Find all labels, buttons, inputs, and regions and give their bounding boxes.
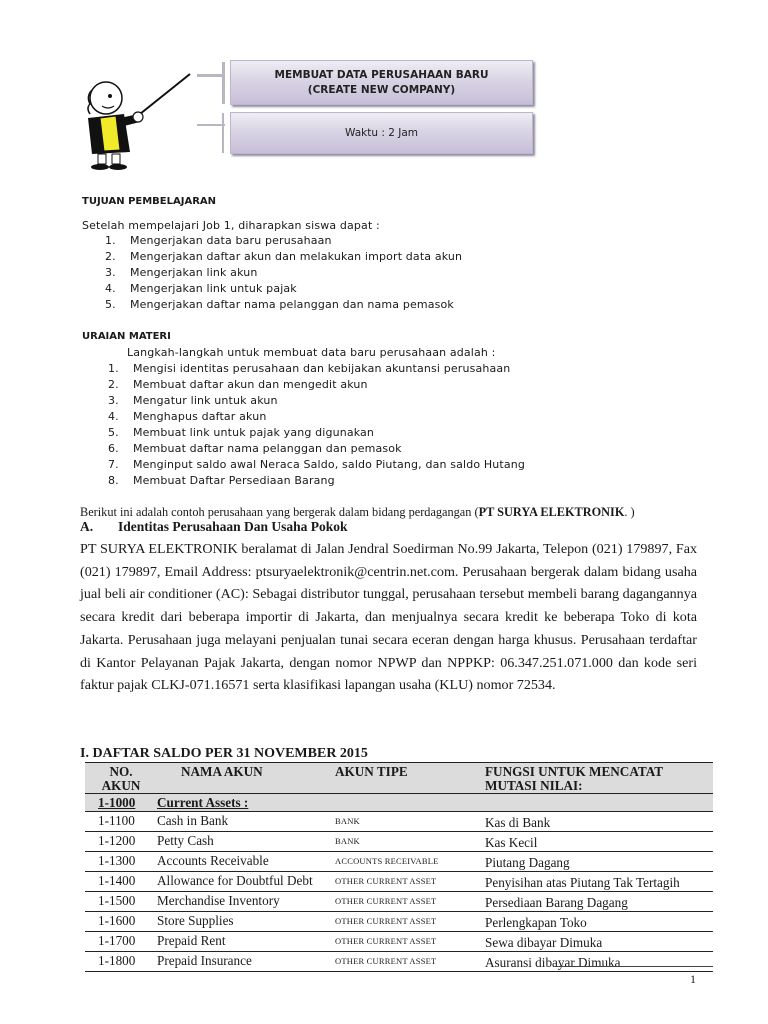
list-item: 1. Mengerjakan data baru perusahaan (105, 234, 332, 247)
example-intro: Berikut ini adalah contoh perusahaan yang bergerak dalam bidang perdagangan (PT SURYA ELEKTRONIK. ) (80, 505, 635, 519)
list-item: 4. Mengerjakan link untuk pajak (105, 282, 297, 295)
list-item: 2. Membuat daftar akun dan mengedit akun (108, 378, 368, 391)
material-intro: Langkah-langkah untuk membuat data baru perusahaan adalah : (127, 346, 496, 359)
page-title: MEMBUAT DATA PERUSAHAAN BARU (274, 69, 489, 81)
duration-label: Waktu : 2 Jam (345, 127, 418, 139)
teacher-mascot-icon (80, 68, 195, 173)
section-a-heading: A. Identitas Perusahaan Dan Usaha Pokok (80, 519, 348, 534)
table-row: 1-1500 Merchandise Inventory OTHER CURRENT ASSET Persediaan Barang Dagang (85, 892, 713, 912)
list-item: 5. Mengerjakan daftar nama pelanggan dan nama pemasok (105, 298, 454, 311)
list-item: 3. Mengerjakan link akun (105, 266, 258, 279)
col-header-function: FUNGSI UNTUK MENCATAT MUTASI NILAI: (485, 763, 713, 794)
table-group-row: 1-1000 Current Assets : (85, 794, 713, 812)
objectives-heading: TUJUAN PEMBELAJARAN (82, 196, 217, 207)
table-row: 1-1800 Prepaid Insurance OTHER CURRENT ASSET Asuransi dibayar Dimuka (85, 952, 713, 972)
list-item: 3. Mengatur link untuk akun (108, 394, 278, 407)
connector-line (197, 74, 225, 77)
table-row: 1-1400 Allowance for Doubtful Debt OTHER CURRENT ASSET Penyisihan atas Piutang Tak Tertagih (85, 872, 713, 892)
duration-box (230, 112, 533, 154)
list-item: 6. Membuat daftar nama pelanggan dan pemasok (108, 442, 402, 455)
col-header-type: AKUN TIPE (335, 763, 485, 794)
list-item: 8. Membuat Daftar Persediaan Barang (108, 474, 335, 487)
balance-table (85, 762, 713, 972)
balance-section-title: I. DAFTAR SALDO PER 31 NOVEMBER 2015 (80, 746, 368, 761)
table-row: 1-1600 Store Supplies OTHER CURRENT ASSET Perlengkapan Toko (85, 912, 713, 932)
page-subtitle: (CREATE NEW COMPANY) (307, 84, 456, 96)
connector-bar (222, 113, 224, 153)
material-heading: URAIAN MATERI (82, 331, 171, 342)
list-item: 2. Mengerjakan daftar akun dan melakukan import data akun (105, 250, 463, 263)
list-item: 7. Menginput saldo awal Neraca Saldo, saldo Piutang, dan saldo Hutang (108, 458, 526, 471)
col-header-name: NAMA AKUN (157, 763, 335, 794)
connector-line (197, 124, 225, 126)
list-item: 1. Mengisi identitas perusahaan dan kebijakan akuntansi perusahaan (108, 362, 511, 375)
table-row: 1-1700 Prepaid Rent OTHER CURRENT ASSET Sewa dibayar Dimuka (85, 932, 713, 952)
col-header-no: NO. AKUN (85, 763, 157, 794)
list-item: 5. Membuat link untuk pajak yang digunakan (108, 426, 375, 439)
page-number: 1 (690, 972, 696, 986)
table-row: 1-1200 Petty Cash BANK Kas Kecil (85, 832, 713, 852)
company-description: PT SURYA ELEKTRONIK beralamat di Jalan Jendral Soedirman No.99 Jakarta, Telepon (021) 179897, Fax (021) 179897, Email Address: ptsuryaelektronik@centrin.net.com. Perusahaan bergerak dalam bidang usaha jual beli air conditioner (AC): Sebagai distributor tunggal, perusahaan tersebut membeli barang dagangannya secara kredit dari beberapa importir di Jakarta, dan menjualnya secara kredit ke beberapa Toko di kota Jakarta. Perusahaan juga melayani penjualan tunai secara eceran dengan harga khusus. Perusahaan terdaftar di Kantor Pelayanan Pajak Jakarta, dengan nomor NPWP dan NPPKP: 06.347.251.071.000 dan kode seri faktur pajak CLKJ-071.16571 serta klasifikasi lapangan usaha (KLU) nomor 72534. (80, 541, 697, 694)
table-row: 1-1300 Accounts Receivable ACCOUNTS RECEIVABLE Piutang Dagang (85, 852, 713, 872)
footer-divider (555, 966, 713, 967)
table-row: 1-1100 Cash in Bank BANK Kas di Bank (85, 812, 713, 832)
objectives-intro: Setelah mempelajari Job 1, diharapkan siswa dapat : (82, 219, 380, 232)
table-header-row (85, 763, 713, 794)
list-item: 4. Menghapus daftar akun (108, 410, 267, 423)
title-box (230, 60, 533, 105)
connector-bar (222, 62, 225, 104)
company-name: PT SURYA ELEKTRONIK (478, 505, 625, 519)
